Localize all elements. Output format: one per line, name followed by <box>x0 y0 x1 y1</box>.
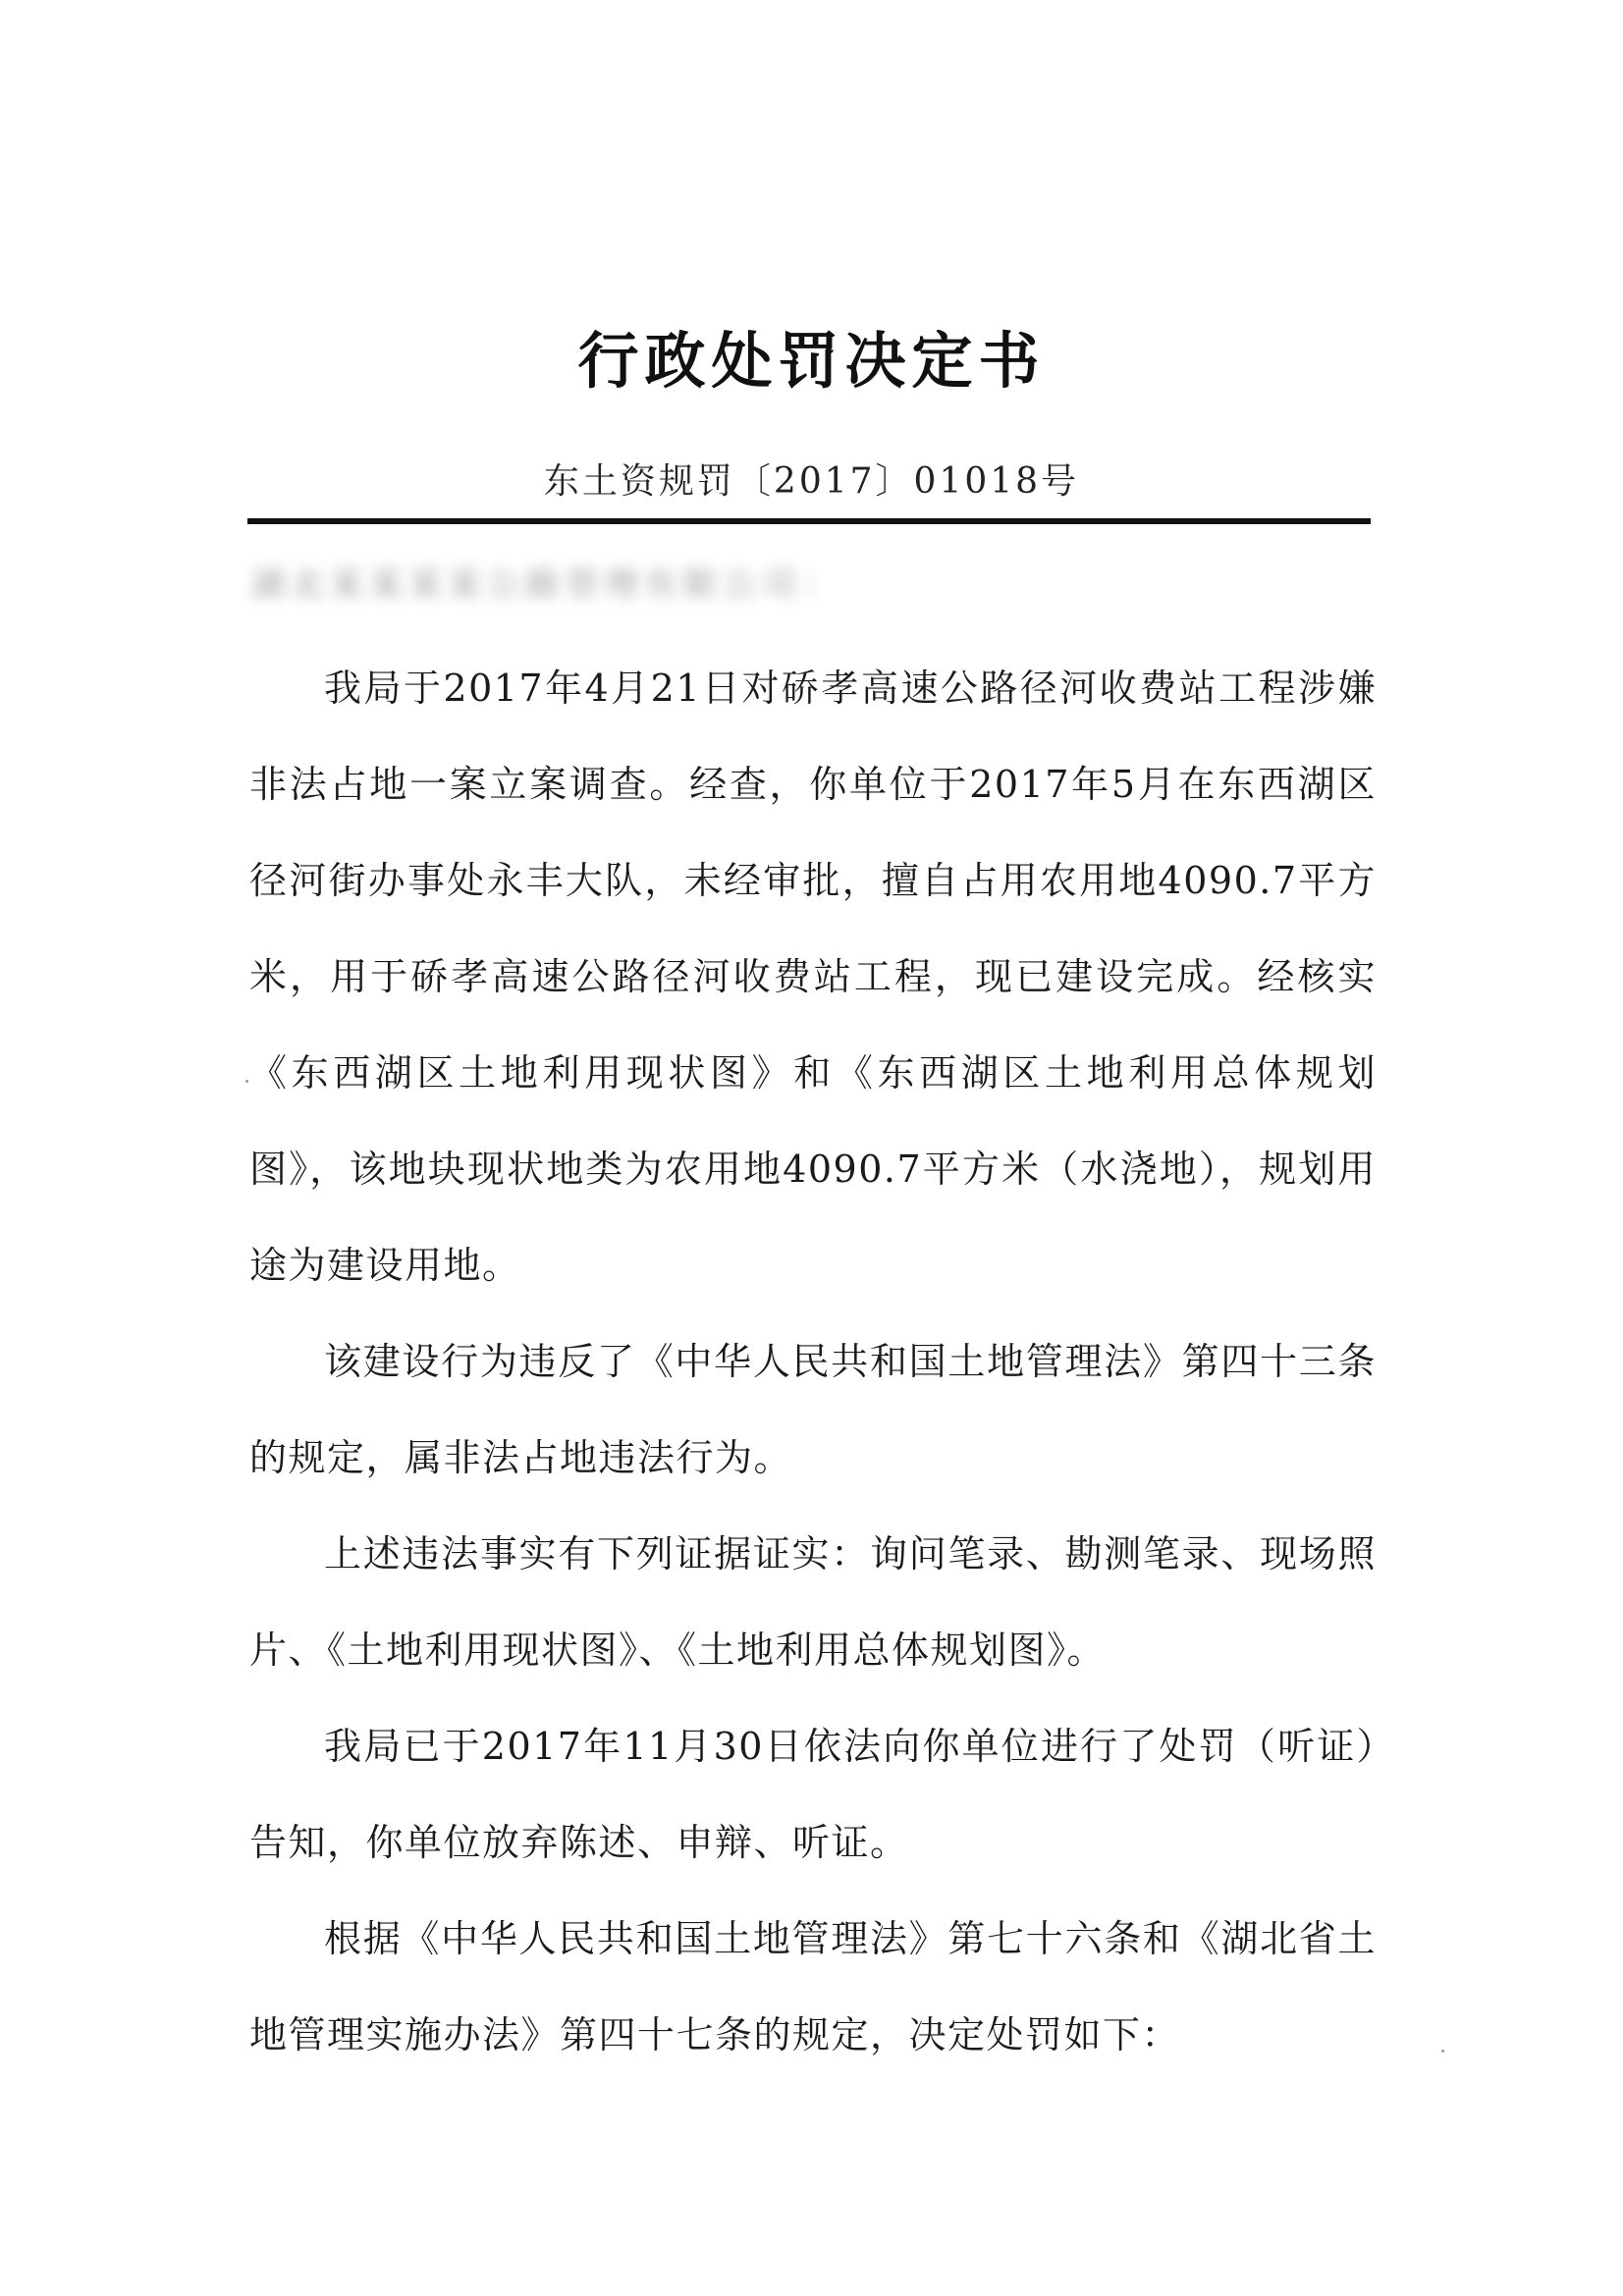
scan-speck <box>1441 2050 1444 2053</box>
recipient-redacted: 湖北某某某某公路管理有限公司： <box>251 565 840 603</box>
paragraph-violation: 该建设行为违反了《中华人民共和国土地管理法》第四十三条的规定，属非法占地违法行为。 <box>249 1340 1377 1479</box>
paragraph-evidence: 上述违法事实有下列证据证实：询问笔录、勘测笔录、现场照片、《土地利用现状图》、《土地利用总体规划图》。 <box>249 1532 1377 1672</box>
paragraph-legal-basis: 根据《中华人民共和国土地管理法》第七十六条和《湖北省土地管理实施办法》第四十七条的规定，决定处罚如下： <box>249 1917 1377 2056</box>
document-body <box>249 640 1377 2083</box>
paragraph-facts: 我局于2017年4月21日对硚孝高速公路径河收费站工程涉嫌非法占地一案立案调查。经查，你单位于2017年5月在东西湖区径河街办事处永丰大队，未经审批，擅自占用农用地4090.7平方米，用于硚孝高速公路径河收费站工程，现已建设完成。经核实《东西湖区土地利用现状图》和《东西湖区土地利用总体规划图》，该地块现状地类为农用地4090.7平方米（水浇地），规划用途为建设用地。 <box>249 667 1377 1287</box>
header-divider <box>247 518 1371 524</box>
scan-speck <box>245 1080 248 1083</box>
document-title: 行政处罚决定书 <box>577 325 1046 397</box>
document-number: 东土资规罚〔2017〕01018号 <box>543 461 1080 502</box>
paragraph-notice: 我局已于2017年11月30日依法向你单位进行了处罚（听证）告知，你单位放弃陈述、申辩、听证。 <box>249 1725 1377 1864</box>
